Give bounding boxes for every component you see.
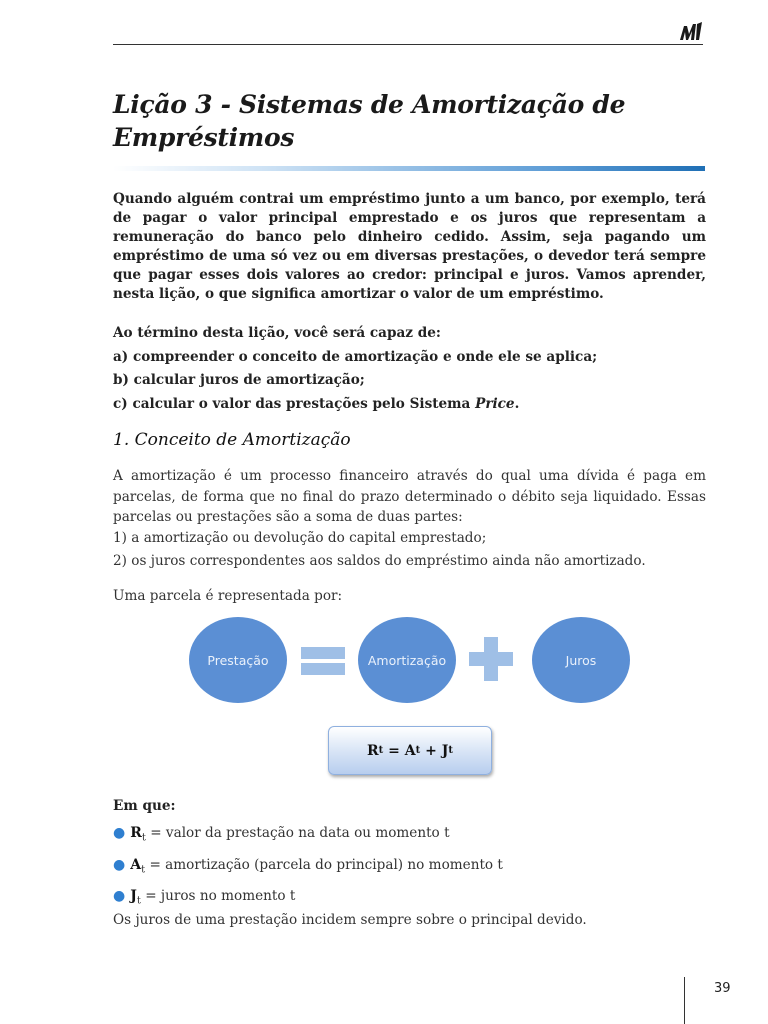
objective-b: b) calcular juros de amortização; — [113, 372, 365, 388]
equals-sign-bottom — [301, 663, 345, 675]
objective-c-end: . — [514, 395, 520, 412]
objective-a: a) compreender o conceito de amortização e onde ele se aplica; — [113, 348, 598, 365]
bullet-icon: ● — [113, 888, 126, 905]
publisher-logo-icon — [678, 20, 704, 42]
definition-symbol: J — [130, 888, 137, 905]
definition-text: = amortização (parcela do principal) no momento t — [145, 856, 503, 873]
formula-r: R — [367, 742, 379, 759]
definitions-lead: Em que: — [113, 798, 176, 814]
section-heading: 1. Conceito de Amortização — [113, 430, 351, 450]
objectives-list — [113, 322, 713, 416]
equals-sign-top — [301, 647, 345, 659]
formula-j: J — [441, 742, 449, 759]
diagram-circle-amortizacao: Amortização — [358, 617, 456, 703]
diagram-circle-prestacao: Prestação — [189, 617, 287, 703]
objectives-lead: Ao término desta lição, você será capaz de: — [113, 325, 441, 341]
closing-sentence: Os juros de uma prestação incidem sempre sobre o principal devido. — [113, 912, 587, 928]
definition-symbol: R — [130, 825, 142, 841]
diagram-circle-juros: Juros — [532, 617, 630, 703]
definition-item — [113, 852, 503, 884]
header-rule — [113, 44, 703, 45]
formula-j-sub: t — [448, 745, 453, 756]
page-number: 39 — [714, 981, 731, 996]
definition-text: = valor da prestação na data ou momento t — [145, 825, 450, 841]
definition-text: = juros no momento t — [140, 888, 296, 905]
objective-c-italic: Price — [475, 395, 515, 412]
objective-c-text: c) calcular o valor das prestações pelo Sistema — [113, 395, 476, 412]
title-gradient-bar — [113, 166, 705, 171]
definition-subscript: t — [141, 832, 146, 844]
representation-text: Uma parcela é representada por: — [113, 588, 343, 604]
formula-a-sub: t — [415, 745, 421, 756]
footer-rule — [684, 977, 685, 1024]
formula-r-sub: t — [378, 745, 384, 756]
objective-c — [113, 393, 713, 417]
formula-box — [328, 726, 492, 775]
formula-a: A — [404, 742, 416, 759]
formula-plus: + — [420, 742, 442, 759]
section-item-1: 1) a amortização ou devolução do capital emprestado; — [113, 530, 487, 546]
section-paragraph: A amortização é um processo financeiro através do qual uma dívida é paga em parcelas, de forma que no final do prazo determinado o débito seja liquidado. Essas parcelas ou prestações são a soma de duas partes: — [113, 468, 706, 525]
definition-symbol: A — [130, 856, 142, 873]
section-item-2: 2) os juros correspondentes aos saldos do empréstimo ainda não amortizado. — [113, 553, 646, 569]
formula-eq: = — [383, 742, 405, 759]
plus-sign-vertical — [484, 637, 498, 681]
intro-paragraph: Quando alguém contrai um empréstimo junto a um banco, por exemplo, terá de pagar o valor principal emprestado e os juros que representam a remuneração do banco pelo dinheiro cedido. Assim, seja pagando um empréstimo de uma só vez ou em diversas prestações, o devedor terá sempre que pagar esses dois valores ao credor: principal e juros. Vamos aprender, nesta lição, o que significa amortizar o valor de um empréstimo. — [113, 191, 706, 302]
lesson-title: Lição 3 - Sistemas de Amortização de Empréstimos — [113, 90, 626, 152]
bullet-icon: ● — [113, 825, 126, 841]
definitions-list — [113, 820, 503, 915]
definition-subscript: t — [141, 864, 146, 876]
bullet-icon: ● — [113, 856, 126, 873]
definition-item — [113, 820, 503, 852]
definition-subscript: t — [136, 896, 141, 908]
